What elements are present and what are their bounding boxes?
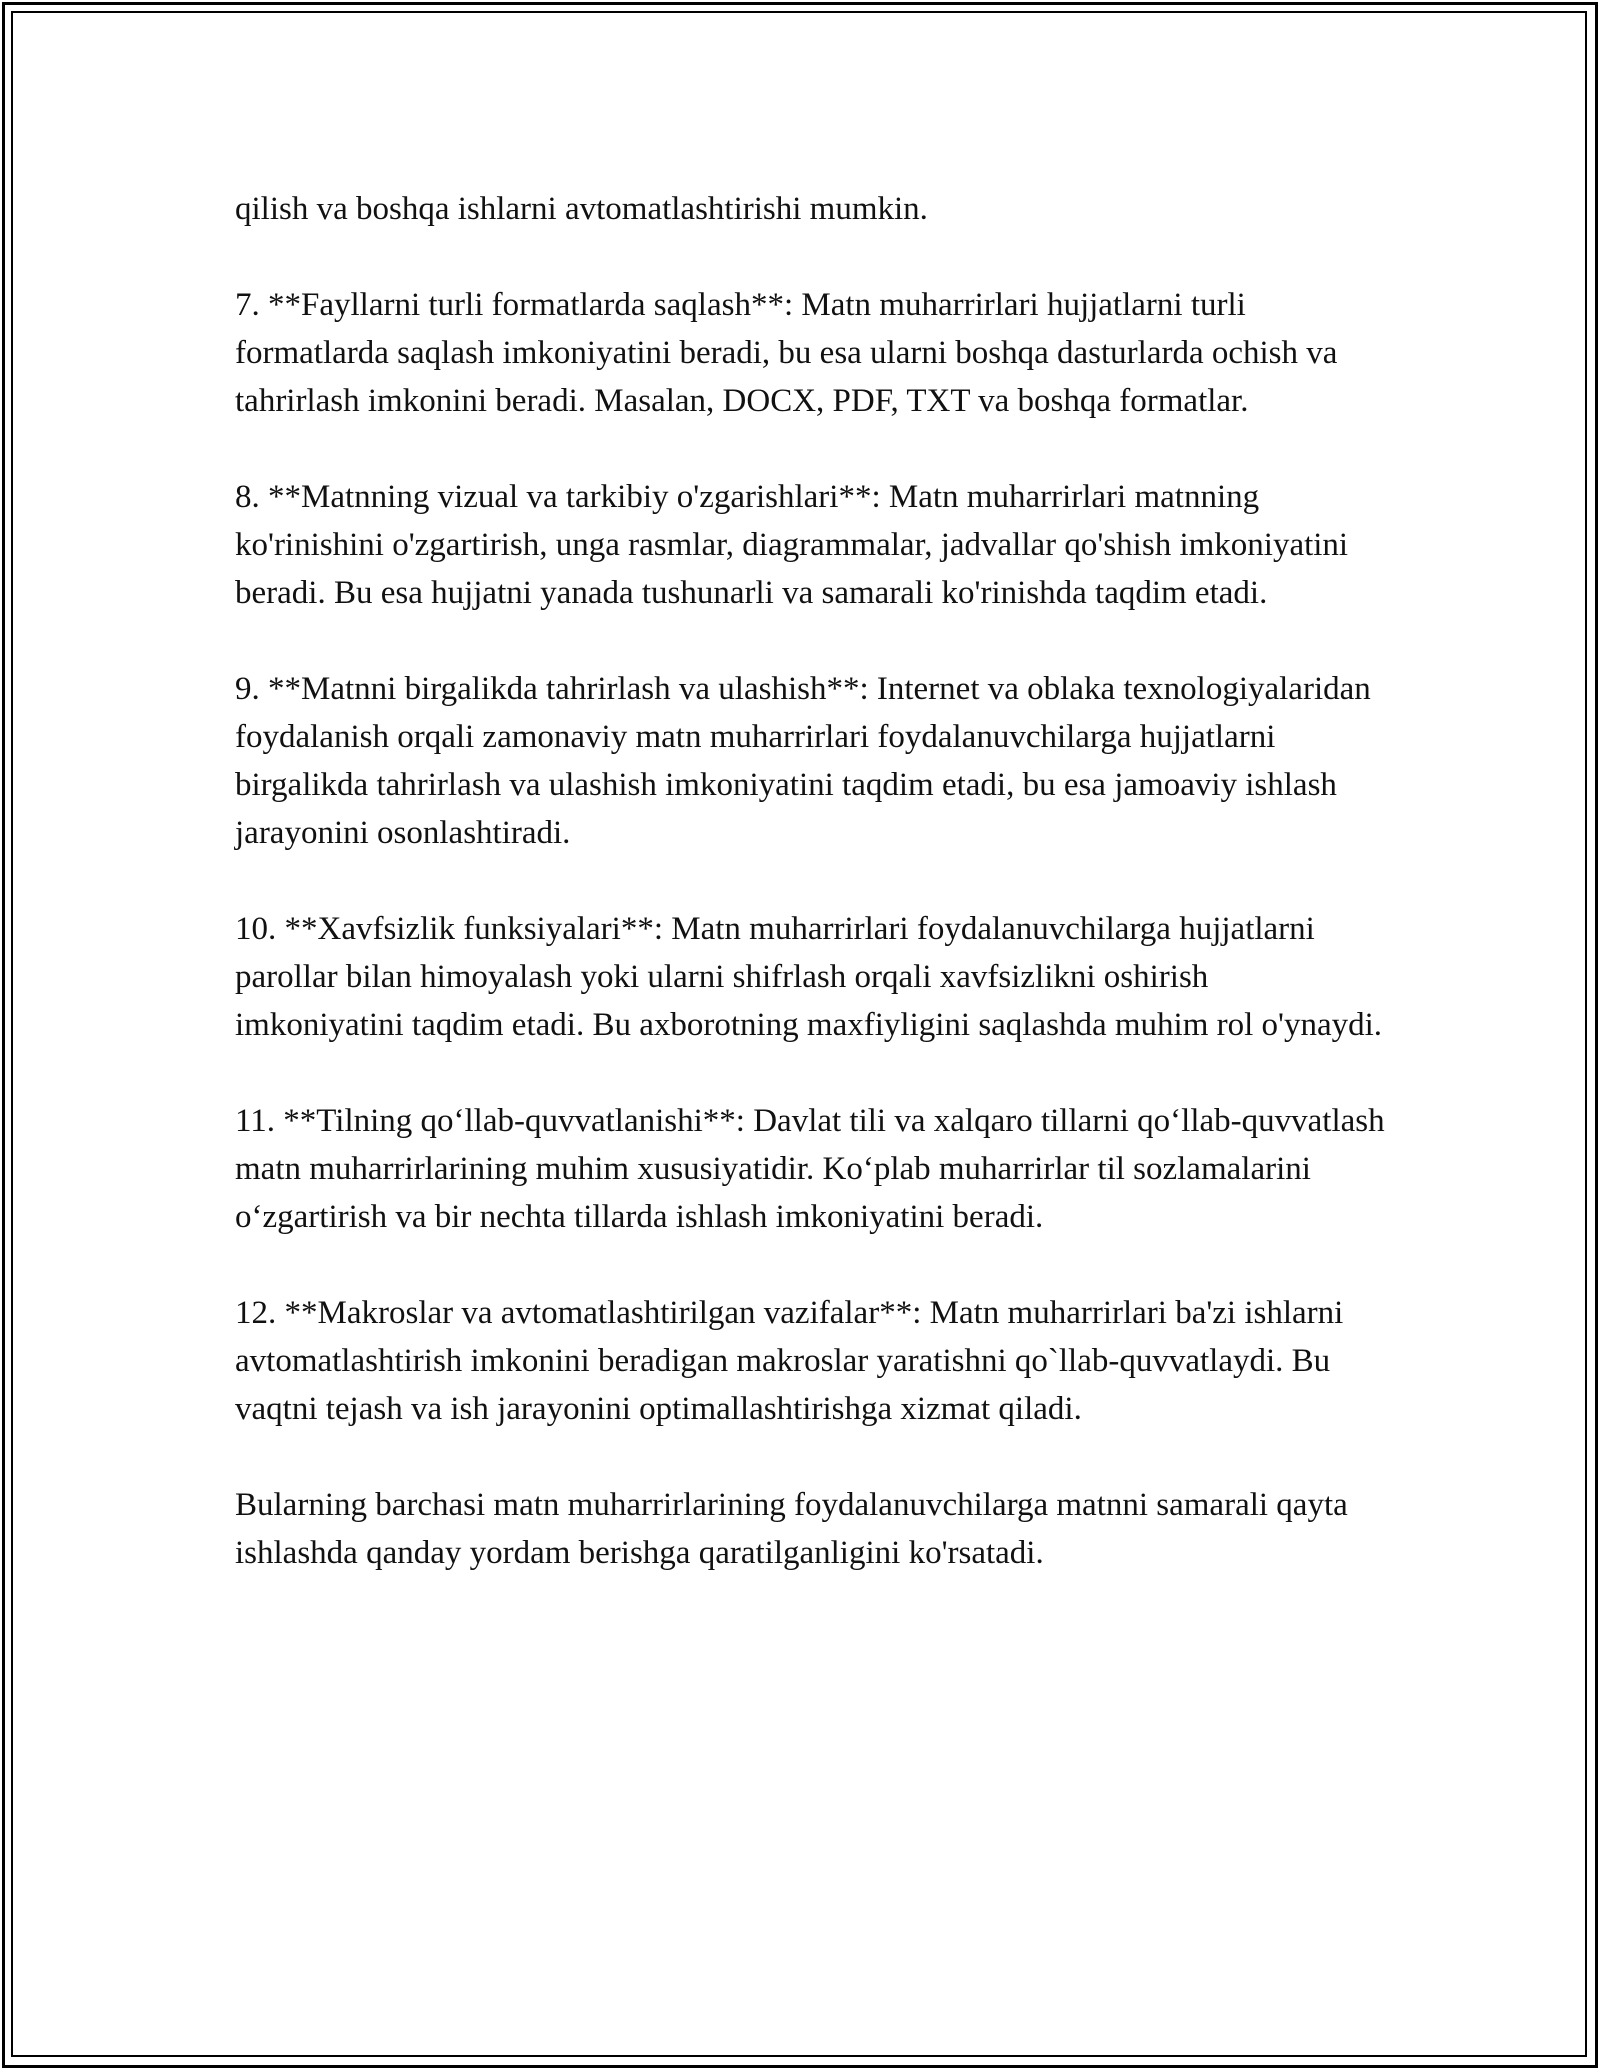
- paragraph-conclusion: Bularning barchasi matn muharrirlarining foydalanuvchilarga matnni samarali qayta ishlashda qanday yordam berishga qaratilganligini ko'rsatadi.: [235, 1487, 1348, 1571]
- paragraph-item-11: 11. **Tilning qo‘llab-quvvatlanishi**: Davlat tili va xalqaro tillarni qo‘llab-quvvatlash matn muharrirlarining muhim xususiyatidir. Ko‘plab muharrirlar til sozlamalarini o‘zgartirish va bir nechta tillarda ishlash imkoniyatini beradi.: [235, 1103, 1385, 1235]
- paragraph-item-12: 12. **Makroslar va avtomatlashtirilgan vazifalar**: Matn muharrirlari ba'zi ishlarni avtomatlashtirish imkonini beradigan makroslar yaratishni qo`llab-quvvatlaydi. Bu vaqtni tejash va ish jarayonini optimallashtirishga xizmat qiladi.: [235, 1295, 1344, 1427]
- paragraph-item-7: 7. **Fayllarni turli formatlarda saqlash**: Matn muharrirlari hujjatlarni turli formatlarda saqlash imkoniyatini beradi, bu esa ularni boshqa dasturlarda ochish va tahrirlash imkonini beradi. Masalan, DOCX, PDF, TXT va boshqa formatlar.: [235, 287, 1338, 419]
- paragraph-item-9: 9. **Matnni birgalikda tahrirlash va ulashish**: Internet va oblaka texnologiyalaridan foydalanish orqali zamonaviy matn muharrirlari foydalanuvchilarga hujjatlarni birgalikda tahrirlash va ulashish imkoniyatini taqdim etadi, bu esa jamoaviy ishlash jarayonini osonlashtiradi.: [235, 671, 1371, 851]
- document-body: [235, 185, 1385, 1577]
- paragraph-item-8: 8. **Matnning vizual va tarkibiy o'zgarishlari**: Matn muharrirlari matnning ko'rinishini o'zgartirish, unga rasmlar, diagrammalar, jadvallar qo'shish imkoniyatini beradi. Bu esa hujjatni yanada tushunarli va samarali ko'rinishda taqdim etadi.: [235, 479, 1349, 611]
- paragraph-item-10: 10. **Xavfsizlik funksiyalari**: Matn muharrirlari foydalanuvchilarga hujjatlarni parollar bilan himoyalash yoki ularni shifrlash orqali xavfsizlikni oshirish imkoniyatini taqdim etadi. Bu axborotning maxfiyligini saqlashda muhim rol o'ynaydi.: [235, 911, 1383, 1043]
- paragraph-continuation: qilish va boshqa ishlarni avtomatlashtirishi mumkin.: [235, 191, 928, 227]
